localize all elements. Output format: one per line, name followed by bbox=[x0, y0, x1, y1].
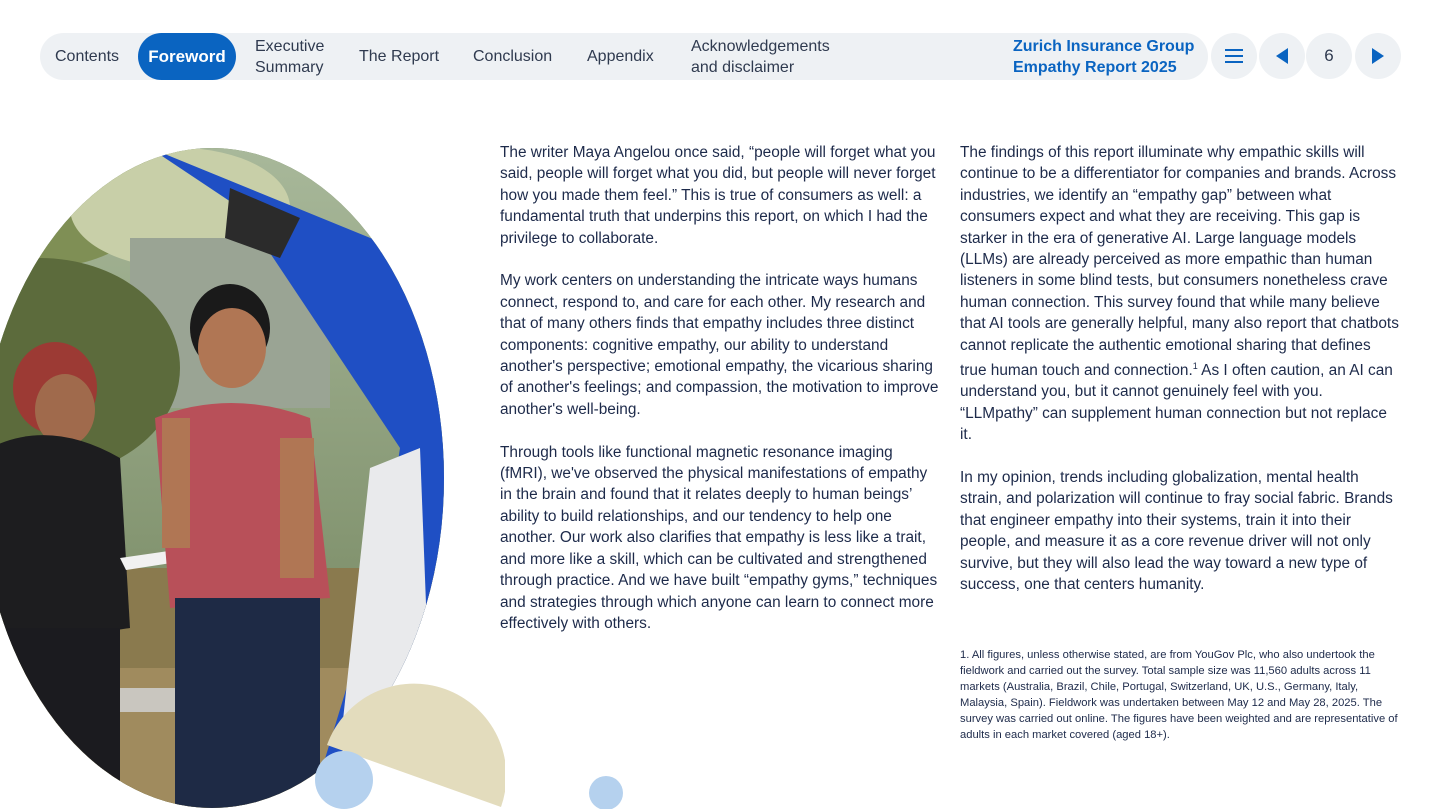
brand-line-2: Empathy Report 2025 bbox=[1013, 59, 1177, 76]
nav-tab-conclusion[interactable] bbox=[473, 33, 568, 80]
footnote-reference[interactable]: 1 bbox=[1192, 361, 1198, 372]
paragraph-empathy-gap-text-2: As I often caution, an AI can understand you, but it cannot genuinely feel with you. “LLMpathy” can supplement human connection but not replace it. bbox=[960, 362, 1393, 444]
previous-page-button[interactable] bbox=[1259, 33, 1305, 79]
footnote-survey-methodology: 1. All figures, unless otherwise stated, are from YouGov Plc, who also undertook the fieldwork and carried out the survey. Total sample size was 11,560 adults across 11 markets (Australia, Brazil, Chile, Portugal, Switzerland, UK, U.S., Germany, Italy, Malaysia, Spain). Fieldwork was undertaken between May 12 and May 28, 2025. The survey was carried out online. The figures have been weighted and are representative of adults in each market covered (aged 18+). bbox=[960, 649, 1398, 741]
nav-tab-label: Foreword bbox=[148, 47, 226, 66]
nav-tab-the-report[interactable] bbox=[359, 33, 454, 80]
nav-tab-appendix[interactable] bbox=[587, 33, 672, 80]
nav-tab-foreword[interactable] bbox=[138, 33, 236, 80]
nav-tab-label: The Report bbox=[359, 48, 440, 65]
nav-tab-executive-summary[interactable] bbox=[255, 33, 340, 80]
nav-tab-acknowledgements[interactable] bbox=[691, 33, 851, 80]
paragraph-social-trends: In my opinion, trends including globalization, mental health strain, and polarization will continue to fray social fabric. Brands that engineer empathy into their systems, train it into their people, and measure it as a core revenue driver will not only survive, but they will also lead the way toward a new type of success, one that centers humanity. bbox=[960, 469, 1393, 594]
hamburger-menu-icon bbox=[1225, 49, 1243, 63]
paragraph-maya-angelou-quote: The writer Maya Angelou once said, “people will forget what you said, people will forget what you did, but people will never forget how you made them feel.” This is true of consumers as well: a fundamental truth that underpins this report, on which I had the privilege to collaborate. bbox=[500, 144, 936, 247]
triangle-left-icon bbox=[1275, 48, 1289, 64]
page-number: 6 bbox=[1324, 46, 1334, 65]
nav-tab-contents[interactable] bbox=[55, 33, 135, 80]
paragraph-fmri-research: Through tools like functional magnetic resonance imaging (fMRI), we've observed the physical manifestations of empathy in the brain and found that it relates deeply to human beings’ ability to build relationships, and our tendency to help one another. Our work also clarifies that empathy is less like a trait, and more like a skill, which can be cultivated and strengthened through practice. And we have built “empathy gyms,” techniques and strategies through which anyone can learn to connect more effectively with others. bbox=[500, 443, 938, 632]
nav-tab-label: Conclusion bbox=[473, 48, 553, 65]
light-blue-dot-decoration bbox=[314, 750, 374, 809]
top-navigation-bar bbox=[40, 33, 1208, 80]
menu-button[interactable] bbox=[1211, 33, 1257, 79]
nav-tab-label: Contents bbox=[55, 48, 120, 65]
foreword-left-column bbox=[500, 142, 940, 656]
next-page-button[interactable] bbox=[1355, 33, 1401, 79]
brand-line-1: Zurich Insurance Group bbox=[1013, 38, 1195, 55]
page-number-indicator bbox=[1306, 33, 1352, 79]
foreword-right-column bbox=[960, 142, 1400, 617]
nav-tab-label: Appendix bbox=[587, 48, 654, 65]
paragraph-empathy-components: My work centers on understanding the intricate ways humans connect, respond to, and care for each other. My research and that of many others finds that empathy includes three distinct components: cognitive empathy, our ability to understand another's perspective; emotional empathy, the vicarious sharing of another's feelings; and compassion, the motivation to improve another's well-being. bbox=[500, 272, 939, 418]
triangle-right-icon bbox=[1371, 48, 1385, 64]
paragraph-empathy-gap-text-1: The findings of this report illuminate why empathic skills will continue to be a differentiator for companies and brands. Across industries, we identify an “empathy gap” between what consumers expect and what they are receiving. This gap is starker in the era of generative AI. Large language models (LLMs) are already perceived as more empathic than human listeners in some blind tests, but consumers nonetheless crave human connection. This survey found that while many believe that AI tools are generally helpful, many also report that chatbots cannot replicate the authentic emotional sharing that defines true human touch and connection. bbox=[960, 144, 1399, 380]
small-blue-dot-decoration bbox=[588, 775, 624, 809]
paragraph-empathy-gap bbox=[960, 142, 1400, 446]
nav-tab-label: Executive Summary bbox=[255, 37, 325, 76]
report-brand-title bbox=[1013, 34, 1203, 80]
nav-tab-label: Acknowledgements and disclaimer bbox=[691, 37, 830, 76]
